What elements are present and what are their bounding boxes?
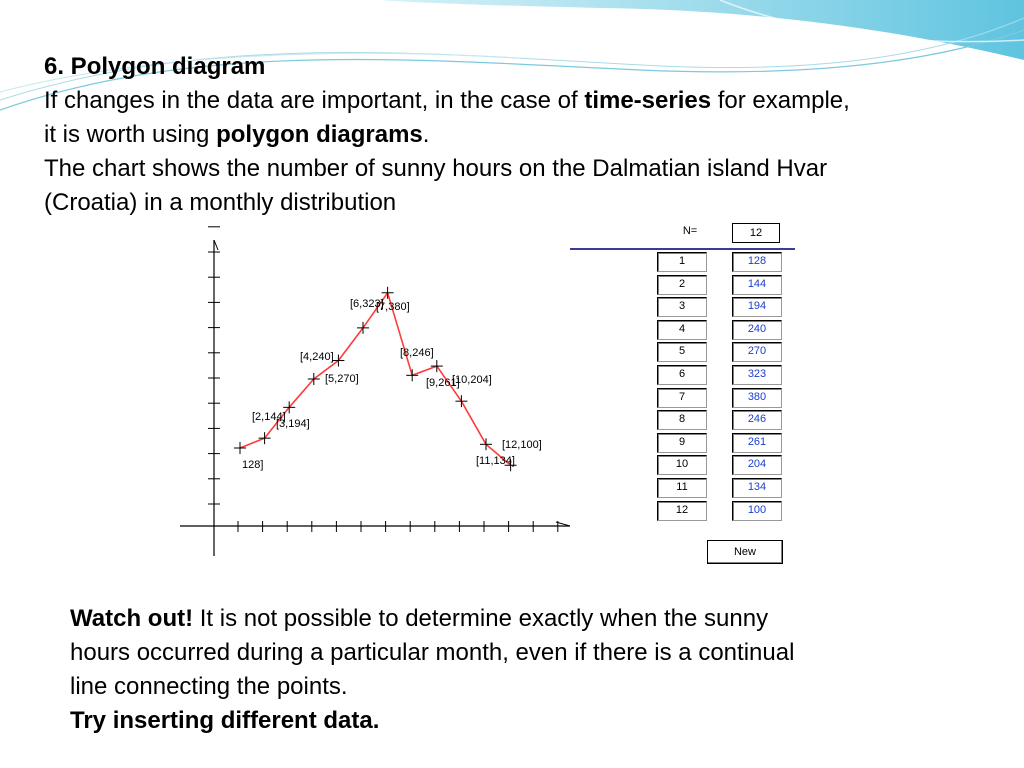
row-index-cell: 8 (657, 410, 707, 430)
row-value-input[interactable]: 323 (732, 365, 782, 385)
slide-heading: 6. Polygon diagram (44, 53, 266, 80)
row-index-cell: 4 (657, 320, 707, 340)
data-point-label: [11,134] (476, 455, 515, 467)
intro-bold-span: time-series (584, 87, 712, 114)
description-line-1: The chart shows the number of sunny hours on the Dalmatian island Hvar (44, 155, 828, 182)
n-label: N= (682, 225, 698, 237)
warning-line-1 (70, 602, 970, 636)
row-index-cell: 6 (657, 365, 707, 385)
y-axis-arrow (214, 240, 218, 250)
row-value-input[interactable]: 204 (732, 455, 782, 475)
data-point-label: [6,323] (350, 298, 384, 310)
warning-line-3: line connecting the points. (70, 673, 348, 700)
data-point-label: [9,261] (426, 377, 460, 389)
row-value-input[interactable]: 194 (732, 297, 782, 317)
separator-line (570, 248, 795, 250)
description-line-2: (Croatia) in a monthly distribution (44, 189, 397, 216)
row-index-cell: 3 (657, 297, 707, 317)
row-index-cell: 11 (657, 478, 707, 498)
row-value-input[interactable]: 270 (732, 342, 782, 362)
intro-text-span: it is worth using (44, 121, 217, 148)
row-value-input[interactable]: 134 (732, 478, 782, 498)
row-index-cell: 5 (657, 342, 707, 362)
polygon-chart (180, 220, 570, 575)
row-index-cell: 12 (657, 501, 707, 521)
data-point-label: [2,144] (252, 411, 286, 423)
row-index-cell: 2 (657, 275, 707, 295)
try-text: Try inserting different data. (70, 707, 380, 734)
row-value-input[interactable]: 128 (732, 252, 782, 272)
row-index-cell: 7 (657, 388, 707, 408)
data-point-label: [8,246] (400, 347, 434, 359)
intro-text (44, 50, 1019, 220)
row-value-input[interactable]: 246 (732, 410, 782, 430)
data-point-label: [12,100] (502, 439, 542, 451)
warning-text (70, 602, 970, 738)
data-point-label: [10,204] (452, 374, 492, 386)
data-input-panel (570, 215, 805, 577)
data-point-label: [3,194] (276, 418, 310, 430)
try-instruction (70, 704, 970, 738)
row-index-cell: 10 (657, 455, 707, 475)
row-value-input[interactable]: 240 (732, 320, 782, 340)
row-value-input[interactable]: 144 (732, 275, 782, 295)
intro-bold-span: polygon diagrams (216, 121, 423, 148)
intro-line-2 (44, 118, 1019, 152)
row-value-input[interactable]: 100 (732, 501, 782, 521)
data-point-label: [7,380] (376, 301, 410, 313)
row-index-cell: 9 (657, 433, 707, 453)
new-button[interactable]: New (707, 540, 783, 564)
intro-line-1 (44, 84, 1019, 118)
intro-text-span: . (422, 121, 430, 148)
row-value-input[interactable]: 380 (732, 388, 782, 408)
intro-text-span: for example, (711, 87, 850, 114)
row-index-cell: 1 (657, 252, 707, 272)
data-point-label: 128] (242, 459, 264, 471)
row-value-input[interactable]: 261 (732, 433, 782, 453)
data-point-label: [5,270] (325, 373, 359, 385)
data-point-label: [4,240] (300, 351, 334, 363)
intro-text-span: If changes in the data are important, in the case of (44, 87, 585, 114)
watch-out-label: Watch out! (70, 605, 194, 632)
warning-line-2: hours occurred during a particular month, even if there is a continual (70, 639, 795, 666)
n-value-field[interactable]: 12 (732, 223, 780, 243)
warning-text-span: It is not possible to determine exactly when the sunny (193, 605, 769, 632)
